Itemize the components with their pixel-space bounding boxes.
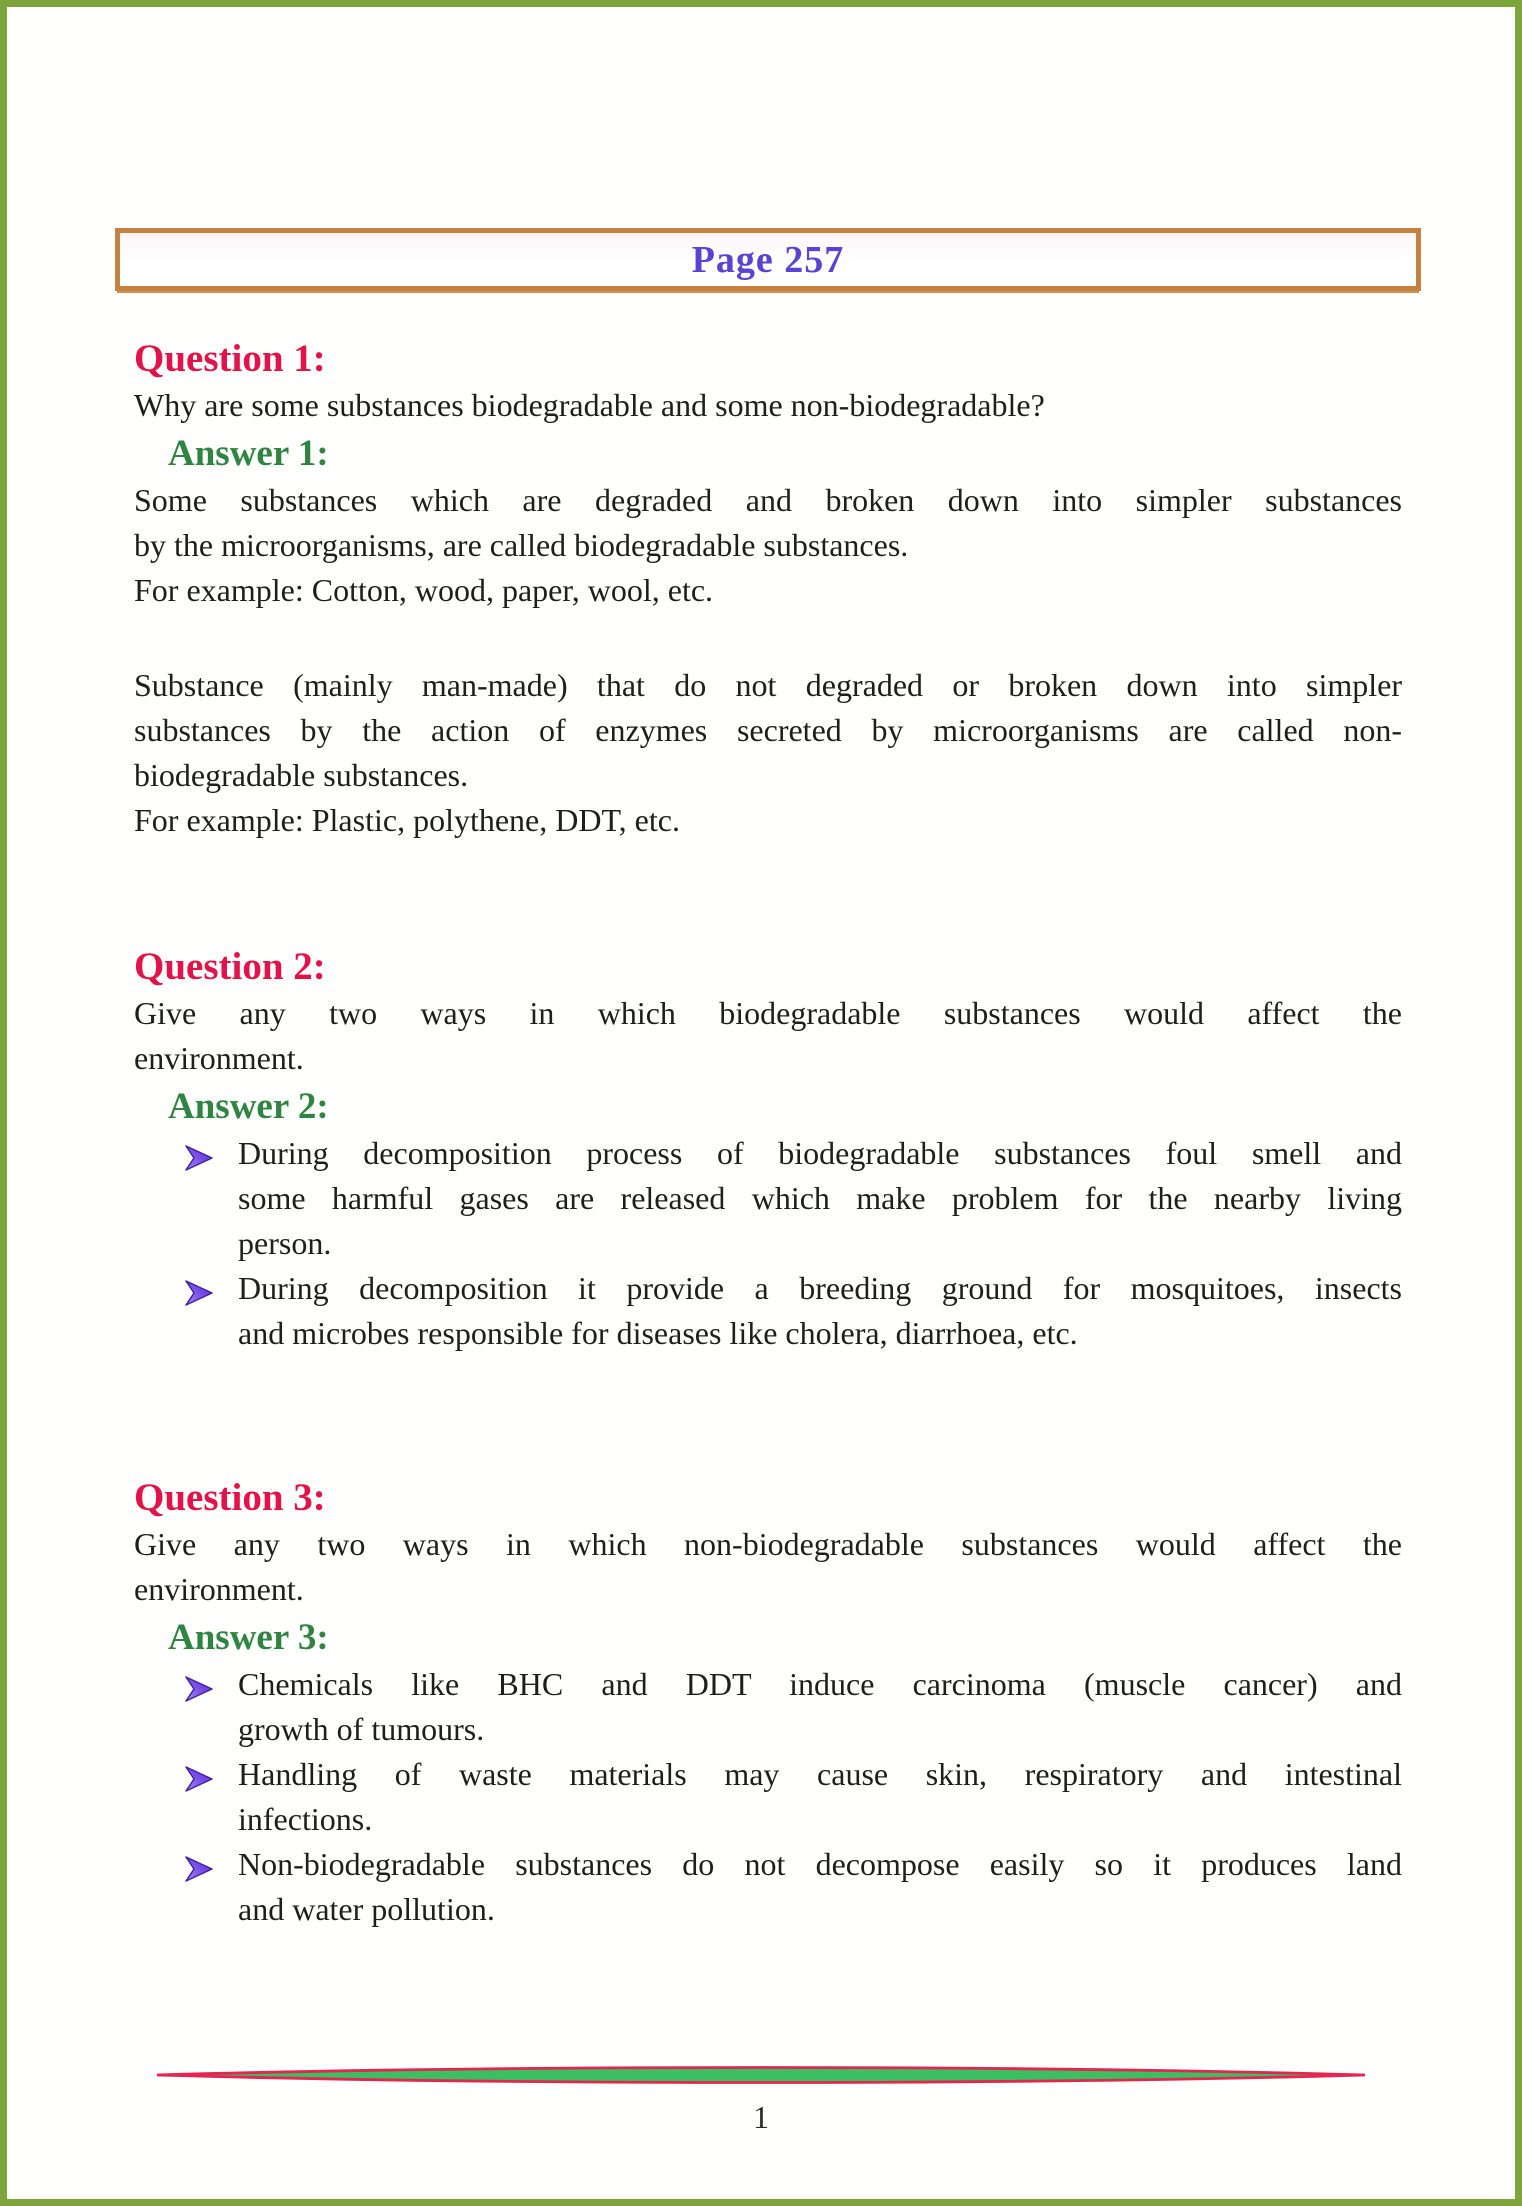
page-content	[134, 291, 1402, 1932]
answer-2-label: Answer 2:	[168, 1086, 329, 1127]
bullet-text-line: some harmful gases are released which make problem for the nearby living	[238, 1180, 1402, 1216]
bullet-text-line: and water pollution.	[238, 1891, 495, 1927]
bullet-arrow-icon	[184, 1842, 238, 1932]
bullet-text	[238, 1266, 1402, 1356]
question-2-text-line: Give any two ways in which biodegradable substances would affect the	[134, 995, 1402, 1031]
divider-ornament-icon	[153, 2064, 1369, 2088]
question-3-section	[134, 1474, 1402, 1932]
bullet-arrow-icon	[184, 1266, 238, 1356]
bullet-text-line: Non-biodegradable substances do not decompose easily so it produces land	[238, 1846, 1402, 1882]
bullet-arrow-icon	[184, 1752, 238, 1842]
bullet-text-line: During decomposition it provide a breeding ground for mosquitoes, insects	[238, 1270, 1402, 1306]
answer-text-line: by the microorganisms, are called biodegradable substances.	[134, 527, 909, 563]
bullet-text	[238, 1131, 1402, 1266]
bullet-arrow-icon	[184, 1131, 238, 1266]
answer-text-line: Some substances which are degraded and broken down into simpler substances	[134, 482, 1402, 518]
bullet-text-line: growth of tumours.	[238, 1711, 485, 1747]
bullet-text	[238, 1752, 1402, 1842]
answer-text-line: substances by the action of enzymes secreted by microorganisms are called non-	[134, 712, 1402, 748]
answer-text-line: Substance (mainly man-made) that do not degraded or broken down into simpler	[134, 667, 1402, 703]
answer-text-line: biodegradable substances.	[134, 757, 469, 793]
question-3-text-line: Give any two ways in which non-biodegradable substances would affect the	[134, 1526, 1402, 1562]
bullet-text-line: Chemicals like BHC and DDT induce carcinoma (muscle cancer) and	[238, 1666, 1402, 1702]
question-2-section	[134, 943, 1402, 1356]
answer-1-paragraph	[134, 663, 1402, 798]
answer-1-example	[134, 798, 1402, 843]
answer-3-bullet-item	[184, 1752, 1402, 1842]
page-header-box	[115, 228, 1421, 291]
question-1-text-line: Why are some substances biodegradable and some non-biodegradable?	[134, 387, 1045, 423]
question-3-label: Question 3:	[134, 1476, 326, 1519]
page-title: Page 257	[691, 238, 845, 281]
answer-2-bullet-item	[184, 1266, 1402, 1356]
bullet-text-line: Handling of waste materials may cause skin, respiratory and intestinal	[238, 1756, 1402, 1792]
answer-1-example	[134, 568, 1402, 613]
answer-text-line: For example: Cotton, wood, paper, wool, etc.	[134, 572, 714, 608]
answer-1-label: Answer 1:	[168, 433, 329, 474]
question-3-text-line: environment.	[134, 1571, 304, 1607]
question-1-section	[134, 335, 1402, 843]
answer-text-line: For example: Plastic, polythene, DDT, etc.	[134, 802, 680, 838]
bullet-text	[238, 1662, 1402, 1752]
answer-1-paragraph	[134, 478, 1402, 568]
bullet-text	[238, 1842, 1402, 1932]
answer-2-bullet-item	[184, 1131, 1402, 1266]
question-1-label: Question 1:	[134, 337, 326, 380]
question-2-text-line: environment.	[134, 1040, 304, 1076]
bullet-arrow-icon	[184, 1662, 238, 1752]
answer-3-bullet-item	[184, 1842, 1402, 1932]
page-number: 1	[753, 2099, 769, 2135]
bullet-text-line: and microbes responsible for diseases like cholera, diarrhoea, etc.	[238, 1315, 1078, 1351]
bullet-text-line: During decomposition process of biodegradable substances foul smell and	[238, 1135, 1402, 1171]
answer-3-label: Answer 3:	[168, 1617, 329, 1658]
answer-3-bullet-item	[184, 1662, 1402, 1752]
question-2-label: Question 2:	[134, 945, 326, 988]
bullet-text-line: infections.	[238, 1801, 373, 1837]
bullet-text-line: person.	[238, 1225, 332, 1261]
